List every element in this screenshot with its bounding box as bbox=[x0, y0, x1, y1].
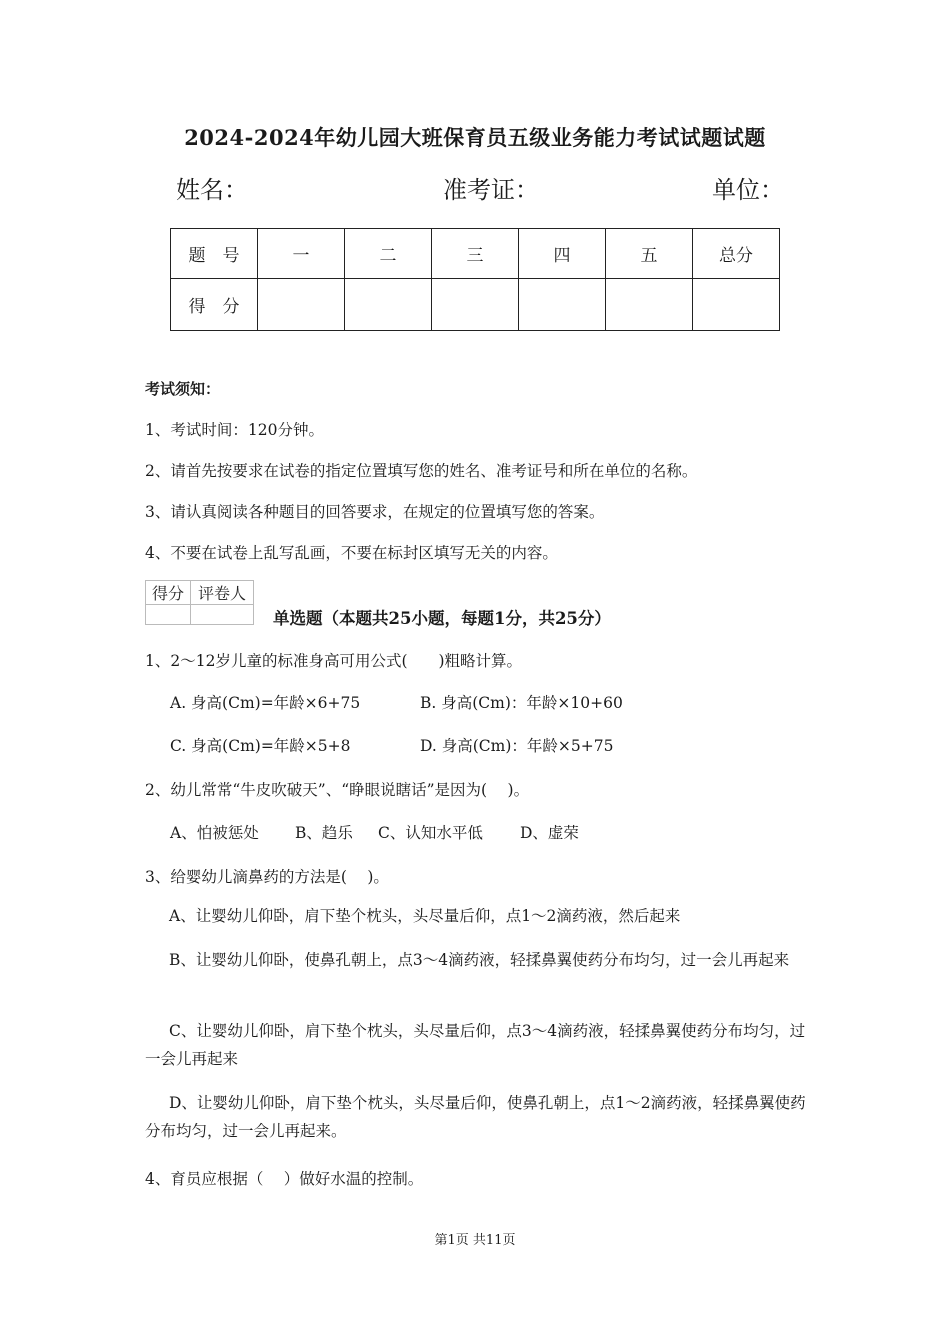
notice-item: 4、不要在试卷上乱写乱画，不要在标封区填写无关的内容。 bbox=[145, 544, 558, 562]
option-d: D、让婴幼儿仰卧，肩下垫个枕头，头尽量后仰，使鼻孔朝上，点1～2滴药液，轻揉鼻翼使药分布均匀，过一会儿再起来。 bbox=[145, 1094, 806, 1140]
option-c: C、认知水平低 bbox=[378, 824, 483, 842]
page-footer: 第1页 共11页 bbox=[434, 1233, 516, 1248]
option-c: C. 身高(Cm)=年龄×5+8 bbox=[170, 737, 351, 755]
question-stem: 1、2～12岁儿童的标准身高可用公式( )粗略计算。 bbox=[145, 652, 523, 670]
score-table-cell: 总分 bbox=[693, 229, 780, 279]
option-a: A. 身高(Cm)=年龄×6+75 bbox=[170, 694, 361, 712]
option-a: A、怕被惩处 bbox=[170, 824, 259, 842]
score-input-cell[interactable] bbox=[519, 279, 606, 331]
page-title: 2024-2024年幼儿园大班保育员五级业务能力考试试题试题 bbox=[184, 125, 766, 150]
score-table-cell: 四 bbox=[519, 229, 606, 279]
grader-score-label: 得分 bbox=[146, 581, 191, 605]
option-b: B、让婴幼儿仰卧，使鼻孔朝上，点3～4滴药液，轻揉鼻翼使药分布均匀，过一会儿再起来 bbox=[169, 951, 790, 969]
score-table-header-row bbox=[171, 229, 780, 279]
notice-item: 1、考试时间：120分钟。 bbox=[145, 421, 324, 439]
question-stem: 2、幼儿常常“牛皮吹破天”、“睁眼说瞎话”是因为( )。 bbox=[145, 781, 530, 799]
score-input-cell[interactable] bbox=[345, 279, 432, 331]
notice-item: 3、请认真阅读各种题目的回答要求，在规定的位置填写您的答案。 bbox=[145, 503, 605, 521]
section-title: 单选题（本题共25小题，每题1分，共25分） bbox=[273, 609, 611, 628]
unit-field-label: 单位： bbox=[712, 176, 784, 204]
score-table-cell: 一 bbox=[258, 229, 345, 279]
option-b: B. 身高(Cm)：年龄×10+60 bbox=[420, 694, 623, 712]
grader-name-cell[interactable] bbox=[191, 605, 254, 625]
score-input-cell[interactable] bbox=[432, 279, 519, 331]
notice-item: 2、请首先按要求在试卷的指定位置填写您的姓名、准考证号和所在单位的名称。 bbox=[145, 462, 698, 480]
score-input-cell[interactable] bbox=[258, 279, 345, 331]
option-b: B、趋乐 bbox=[295, 824, 353, 842]
grader-score-cell[interactable] bbox=[146, 605, 191, 625]
score-table-cell: 二 bbox=[345, 229, 432, 279]
grader-name-label: 评卷人 bbox=[191, 581, 254, 605]
question-stem: 4、育员应根据（ ）做好水温的控制。 bbox=[145, 1170, 424, 1188]
question-stem: 3、给婴幼儿滴鼻药的方法是( )。 bbox=[145, 868, 389, 886]
score-table-score-row bbox=[171, 279, 780, 331]
score-table-cell: 题 号 bbox=[171, 229, 258, 279]
option-a: A、让婴幼儿仰卧，肩下垫个枕头，头尽量后仰，点1～2滴药液，然后起来 bbox=[169, 907, 681, 925]
score-table-cell: 得 分 bbox=[171, 279, 258, 331]
grader-box bbox=[145, 580, 254, 625]
score-table-cell: 三 bbox=[432, 229, 519, 279]
notice-title: 考试须知： bbox=[145, 380, 221, 398]
exam-id-field-label: 准考证： bbox=[443, 176, 539, 204]
option-d: D、虚荣 bbox=[520, 824, 579, 842]
score-table bbox=[170, 228, 780, 331]
score-input-cell[interactable] bbox=[693, 279, 780, 331]
option-c: C、让婴幼儿仰卧，肩下垫个枕头，头尽量后仰，点3～4滴药液，轻揉鼻翼使药分布均匀，过一会儿再起来 bbox=[145, 1022, 806, 1068]
score-table-cell: 五 bbox=[606, 229, 693, 279]
option-d: D. 身高(Cm)：年龄×5+75 bbox=[420, 737, 614, 755]
name-field-label: 姓名： bbox=[176, 176, 248, 204]
score-input-cell[interactable] bbox=[606, 279, 693, 331]
